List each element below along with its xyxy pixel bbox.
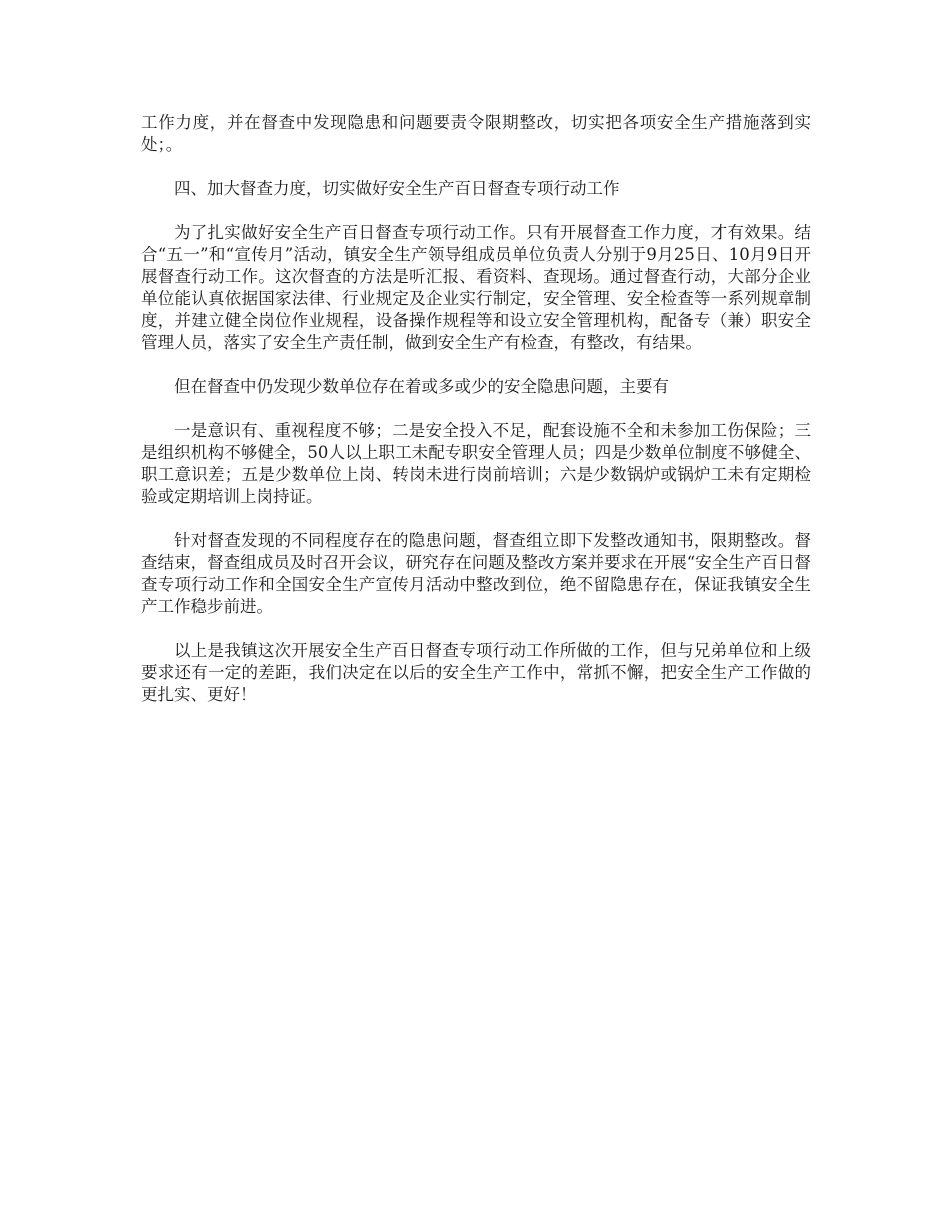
document-page — [141, 112, 811, 728]
paragraph-problems-list: 一是意识有、重视程度不够；二是安全投入不足，配套设施不全和未参加工伤保险；三是组织机构不够健全，50人以上职工未配专职安全管理人员；四是少数单位制度不够健全、职工意识差；五是少数单位上岗、转岗未进行岗前培训；六是少数锅炉或锅炉工未有定期检验或定期培训上岗持证。 — [141, 421, 811, 506]
paragraph-inspection-actions: 为了扎实做好安全生产百日督查专项行动工作。只有开展督查工作力度，才有效果。结合“五一”和“宣传月”活动，镇安全生产领导组成员单位负责人分别于9月25日、10月9日开展督查行动工作。这次督查的方法是听汇报、看资料、查现场。通过督查行动，大部分企业单位能认真依据国家法律、行业规定及企业实行制定，安全管理、安全检查等一系列规章制度，并建立健全岗位作业规程，设备操作规程等和设立安全管理机构，配备专（兼）职安全管理人员，落实了安全生产责任制，做到安全生产有检查，有整改，有结果。 — [141, 223, 811, 352]
section-heading-four: 四、加大督查力度，切实做好安全生产百日督查专项行动工作 — [174, 179, 620, 198]
paragraph-conclusion: 以上是我镇这次开展安全生产百日督查专项行动工作所做的工作，但与兄弟单位和上级要求还有一定的差距，我们决定在以后的安全生产工作中，常抓不懈，把安全生产工作做的更扎实、更好！ — [141, 641, 811, 704]
paragraph-problems-intro: 但在督查中仍发现少数单位存在着或多或少的安全隐患问题，主要有 — [174, 377, 669, 396]
paragraph-rectification: 针对督查发现的不同程度存在的隐患问题，督查组立即下发整改通知书，限期整改。督查结束，督查组成员及时召开会议，研究存在问题及整改方案并要求在开展“安全生产百日督查专项行动工作和全国安全生产宣传月活动中整改到位，绝不留隐患存在，保证我镇安全生产工作稳步前进。 — [141, 531, 811, 616]
paragraph-continuation: 工作力度，并在督查中发现隐患和问题要责令限期整改，切实把各项安全生产措施落到实处；。 — [141, 113, 811, 154]
